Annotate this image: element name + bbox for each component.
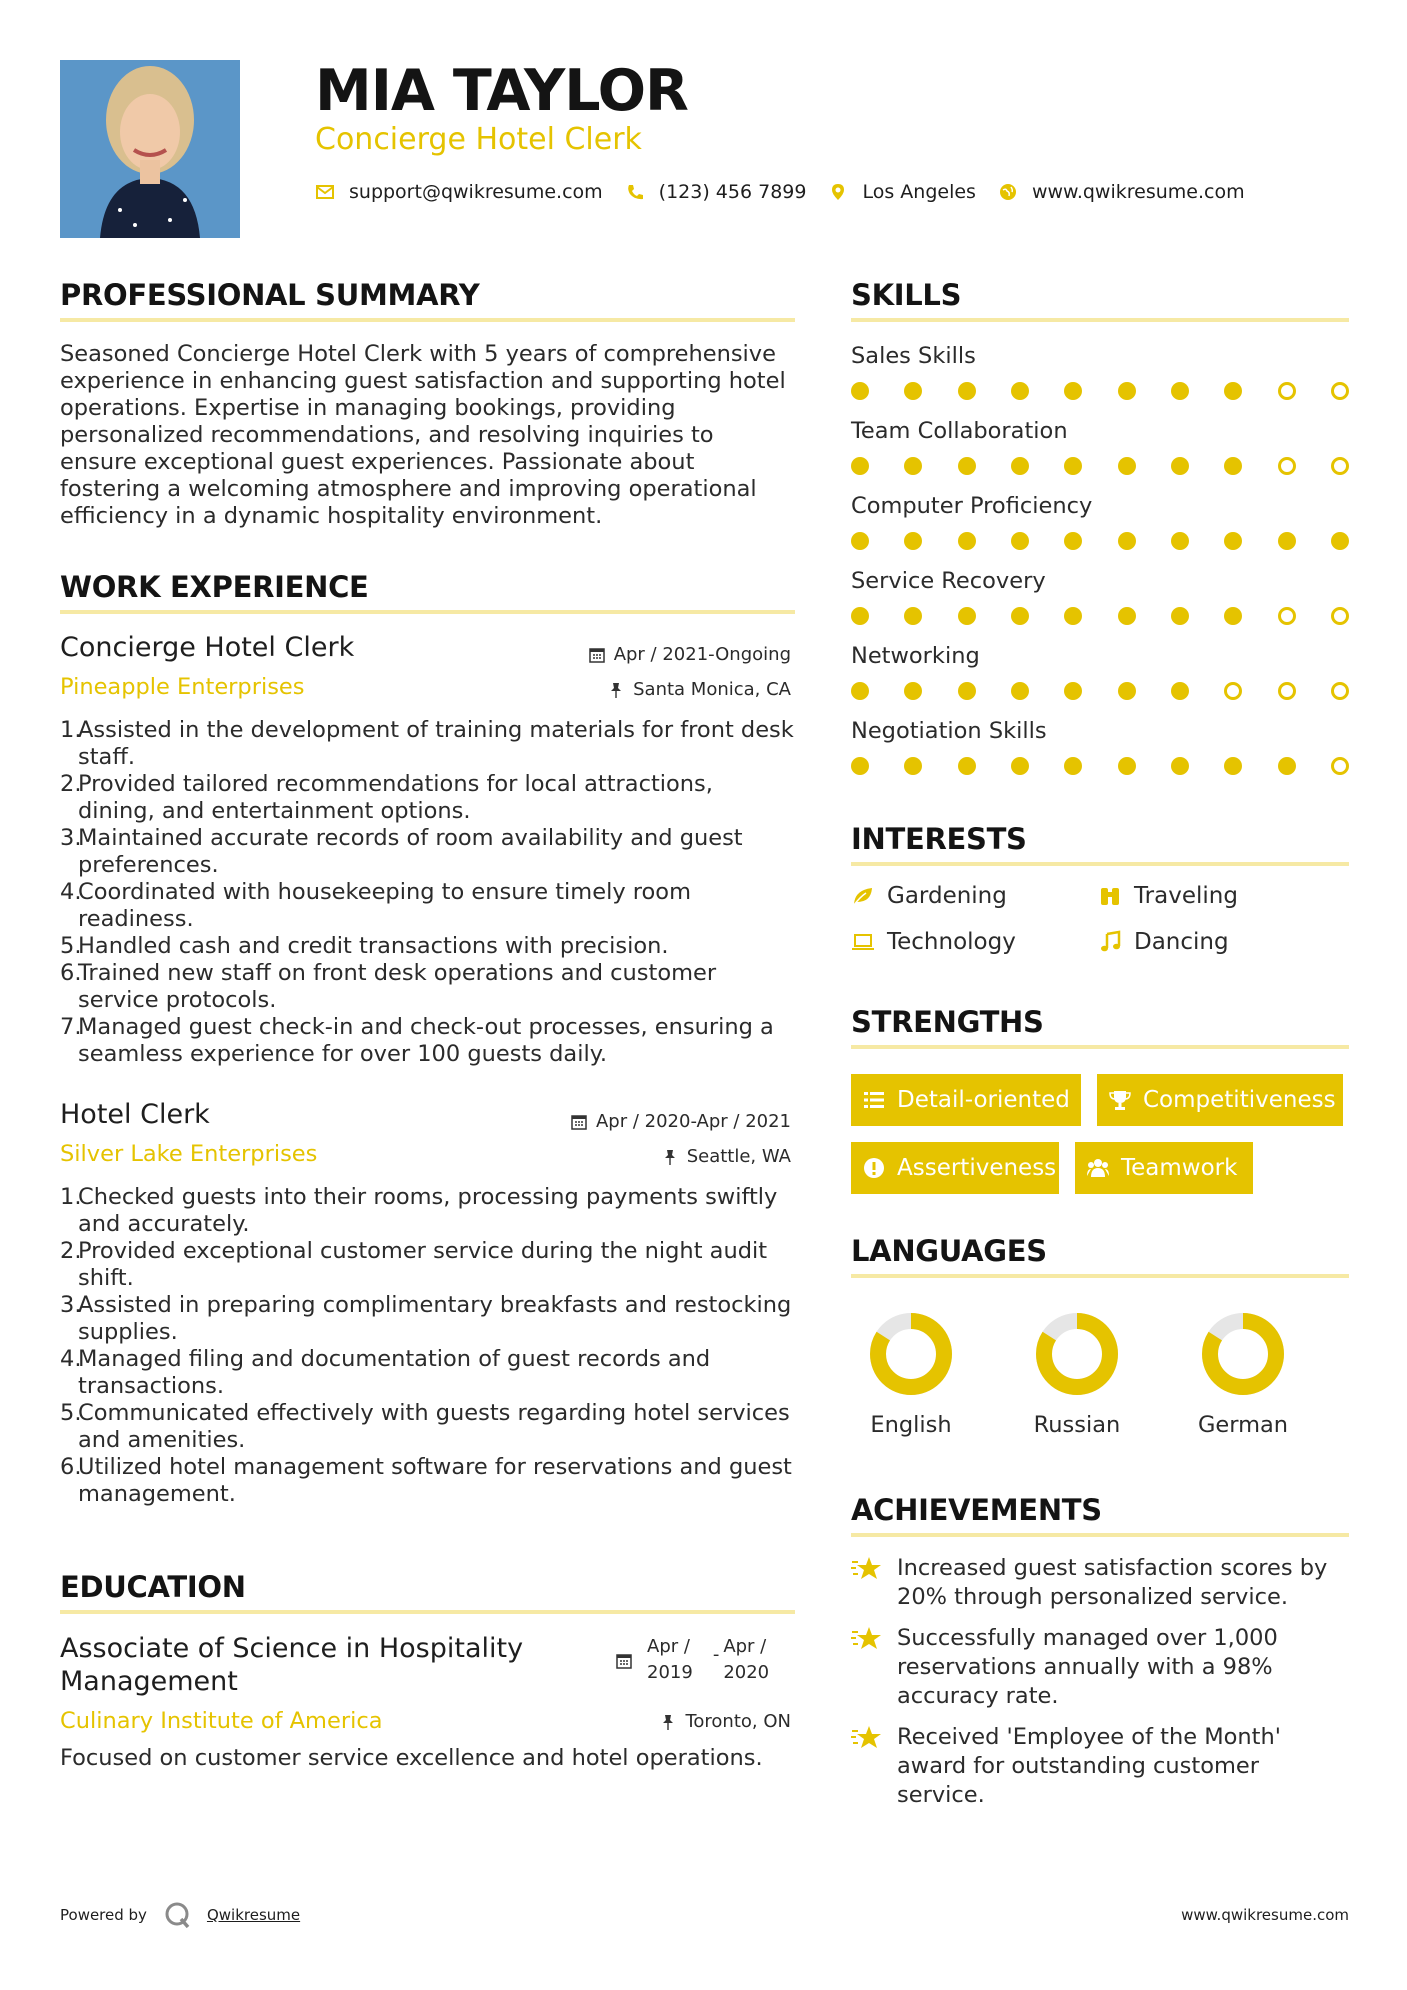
leaf-icon (851, 884, 875, 908)
summary-text: Seasoned Concierge Hotel Clerk with 5 years of comprehensive experience in enhancing guest satisfaction and supporting hotel operations. Expertise in managing bookings, providing personalized recommendations, and resolving inquiries to ensure exceptional guest experiences. Passionate about fostering a welcoming atmosphere and improving operational efficiency in a dynamic hospitality environment. (60, 341, 786, 529)
list-item: 3. Assisted in preparing complimentary breakfasts and restocking supplies. (60, 1292, 792, 1345)
skill-dot-filled (1171, 757, 1189, 775)
languages-heading: LANGUAGES (851, 1234, 1047, 1268)
strength-tag: Assertiveness (851, 1142, 1059, 1194)
experience-heading: WORK EXPERIENCE (60, 570, 369, 604)
skill-dot-filled (1224, 532, 1242, 550)
skill-dot-filled (904, 607, 922, 625)
skill-dot-filled (1064, 382, 1082, 400)
star-icon (851, 1723, 883, 1753)
language-item (1193, 1310, 1293, 1438)
language-name: German (1197, 1412, 1289, 1438)
skill-dot-filled (1118, 607, 1136, 625)
skill-dot-empty (1224, 682, 1242, 700)
skill-dot-filled (1224, 382, 1242, 400)
interest-item: Gardening (851, 883, 1007, 909)
star-icon (851, 1624, 883, 1654)
skill-dot-empty (1331, 457, 1349, 475)
skill-dot-filled (1011, 757, 1029, 775)
skill-dot-filled (1011, 382, 1029, 400)
calendar-icon (570, 1113, 588, 1131)
education-description: Focused on customer service excellence and hotel operations. (60, 1745, 763, 1771)
skill-dot-filled (1171, 457, 1189, 475)
summary-heading: PROFESSIONAL SUMMARY (60, 278, 480, 312)
skill-dot-filled (1118, 682, 1136, 700)
job-title: Hotel Clerk (60, 1099, 210, 1130)
job-location-text: Santa Monica, CA (633, 679, 791, 700)
skill-rating (851, 757, 1349, 775)
skill-rating (851, 457, 1349, 475)
skill-dot-filled (1224, 757, 1242, 775)
website-text: www.qwikresume.com (1031, 181, 1245, 203)
language-name: English (870, 1412, 952, 1438)
skill-dot-filled (1171, 382, 1189, 400)
strength-tag: Competitiveness (1097, 1074, 1343, 1126)
list-icon (863, 1089, 885, 1111)
footer-powered-by (60, 1900, 300, 1930)
job-bullets (60, 717, 795, 1068)
binoculars-icon (1098, 884, 1122, 908)
phone-icon (625, 182, 645, 202)
skill-dot-filled (1118, 757, 1136, 775)
calendar-icon (615, 1652, 633, 1670)
list-item: 2. Provided tailored recommendations for local attractions, dining, and entertainment options. (60, 771, 713, 824)
skill-dot-filled (851, 607, 869, 625)
phone-text: (123) 456 7899 (658, 181, 807, 203)
skill-dot-filled (1064, 757, 1082, 775)
achievement-item: Received 'Employee of the Month' award for outstanding customer service. (851, 1723, 1351, 1810)
job-date (588, 644, 791, 665)
education-divider (60, 1610, 795, 1614)
globe-icon (998, 182, 1018, 202)
end-date: Apr / 2020 (723, 1636, 770, 1683)
skill-dot-filled (1064, 607, 1082, 625)
skill-dot-filled (1118, 532, 1136, 550)
skill-name: Negotiation Skills (851, 718, 1047, 744)
skill-dot-filled (851, 682, 869, 700)
candidate-name: MIA TAYLOR (315, 58, 688, 124)
skill-dot-filled (851, 457, 869, 475)
list-item: 5. Communicated effectively with guests regarding hotel services and amenities. (60, 1400, 790, 1453)
achievement-item: Increased guest satisfaction scores by 20% through personalized service. (851, 1554, 1351, 1612)
skill-dot-filled (1011, 532, 1029, 550)
job-date (570, 1111, 791, 1132)
strength-tag: Detail-oriented (851, 1074, 1081, 1126)
start-date: Apr / 2019 (647, 1636, 693, 1683)
location-text: Los Angeles (862, 181, 976, 203)
list-item: 3. Maintained accurate records of room availability and guest preferences. (60, 825, 743, 878)
skill-dot-empty (1331, 757, 1349, 775)
skills-heading: SKILLS (851, 278, 962, 312)
exclamation-icon (863, 1157, 885, 1179)
job-company: Pineapple Enterprises (60, 674, 305, 700)
skill-dot-filled (1171, 607, 1189, 625)
skill-dot-filled (904, 382, 922, 400)
powered-by-text: Powered by (60, 1906, 147, 1924)
skill-dot-filled (1278, 532, 1296, 550)
skill-dot-filled (958, 382, 976, 400)
education-location (659, 1711, 791, 1732)
skill-dot-filled (1011, 457, 1029, 475)
pin-icon (659, 1713, 677, 1731)
contact-website[interactable] (998, 181, 1245, 203)
skill-name: Service Recovery (851, 568, 1046, 594)
star-icon (851, 1554, 883, 1584)
skill-dot-filled (904, 532, 922, 550)
skill-dot-filled (904, 682, 922, 700)
trophy-icon (1109, 1089, 1131, 1111)
skill-dot-filled (1171, 682, 1189, 700)
skill-dot-filled (1118, 457, 1136, 475)
skill-dot-empty (1278, 682, 1296, 700)
profile-photo (60, 60, 240, 238)
date-separator: - (712, 1644, 720, 1665)
contact-phone[interactable] (625, 181, 807, 203)
job-title: Concierge Hotel Clerk (60, 632, 355, 663)
email-text: support@qwikresume.com (349, 181, 603, 203)
qwikresume-logo-icon (163, 1900, 193, 1930)
list-item: 7. Managed guest check-in and check-out processes, ensuring a seamless experience for over 100 guests daily. (60, 1014, 774, 1067)
skill-dot-empty (1331, 607, 1349, 625)
job-location (661, 1146, 791, 1167)
skill-dot-empty (1278, 382, 1296, 400)
skill-dot-filled (958, 757, 976, 775)
list-item: 4. Coordinated with housekeeping to ensure timely room readiness. (60, 879, 691, 932)
skill-dot-filled (1064, 457, 1082, 475)
calendar-icon (588, 646, 606, 664)
language-item (861, 1310, 961, 1438)
achievement-item: Successfully managed over 1,000 reservations annually with a 98% accuracy rate. (851, 1624, 1351, 1711)
skill-dot-filled (904, 457, 922, 475)
laptop-icon (851, 930, 875, 954)
skill-dot-filled (1224, 607, 1242, 625)
skill-name: Computer Proficiency (851, 493, 1093, 519)
language-donut (1199, 1310, 1287, 1398)
skill-name: Networking (851, 643, 980, 669)
job-company: Silver Lake Enterprises (60, 1141, 318, 1167)
education-date (615, 1634, 769, 1686)
job-location (607, 679, 791, 700)
envelope-icon (315, 182, 335, 202)
job-location-text: Seattle, WA (686, 1146, 791, 1167)
job-date-text: Apr / 2021-Ongoing (613, 644, 791, 665)
language-item (1027, 1310, 1127, 1438)
skill-dot-filled (851, 532, 869, 550)
skill-dot-filled (851, 757, 869, 775)
pin-icon (607, 681, 625, 699)
skill-name: Sales Skills (851, 343, 976, 369)
list-item: 6. Utilized hotel management software for reservations and guest management. (60, 1454, 792, 1507)
skill-dot-empty (1278, 457, 1296, 475)
strength-tag: Teamwork (1075, 1142, 1253, 1194)
skill-name: Team Collaboration (851, 418, 1068, 444)
strengths-heading: STRENGTHS (851, 1005, 1044, 1039)
languages-divider (851, 1274, 1349, 1278)
skill-dot-filled (958, 607, 976, 625)
skill-dot-filled (1278, 757, 1296, 775)
achievements-divider (851, 1533, 1349, 1537)
list-item: 1. Checked guests into their rooms, processing payments swiftly and accurately. (60, 1184, 778, 1237)
skill-dot-empty (1278, 607, 1296, 625)
skill-rating (851, 607, 1349, 625)
degree-title: Associate of Science in Hospitality Management (60, 1633, 524, 1697)
skill-dot-filled (1011, 607, 1029, 625)
contact-email[interactable] (315, 181, 603, 203)
skill-dot-empty (1331, 382, 1349, 400)
list-item: 4. Managed filing and documentation of guest records and transactions. (60, 1346, 711, 1399)
skill-dot-filled (1064, 682, 1082, 700)
contact-location (828, 181, 975, 203)
language-name: Russian (1033, 1412, 1121, 1438)
skill-dot-filled (1064, 532, 1082, 550)
map-marker-icon (828, 182, 848, 202)
users-icon (1087, 1157, 1109, 1179)
achievements-heading: ACHIEVEMENTS (851, 1493, 1102, 1527)
list-item: 1. Assisted in the development of training materials for front desk staff. (60, 717, 794, 770)
qwikresume-link[interactable]: Qwikresume (206, 1906, 301, 1924)
language-donut (1033, 1310, 1121, 1398)
list-item: 5. Handled cash and credit transactions with precision. (60, 933, 669, 959)
skill-dot-filled (1224, 457, 1242, 475)
skill-dot-filled (851, 382, 869, 400)
job-bullets (60, 1184, 795, 1508)
education-heading: EDUCATION (60, 1570, 246, 1604)
strengths-divider (851, 1045, 1349, 1049)
experience-divider (60, 610, 795, 614)
candidate-role: Concierge Hotel Clerk (315, 122, 642, 157)
skill-dot-filled (958, 532, 976, 550)
footer-website[interactable]: www.qwikresume.com (1181, 1906, 1349, 1924)
pin-icon (661, 1148, 679, 1166)
interest-item: Dancing (1098, 929, 1229, 955)
interests-heading: INTERESTS (851, 822, 1027, 856)
skill-dot-filled (958, 457, 976, 475)
skill-dot-filled (904, 757, 922, 775)
interest-item: Technology (851, 929, 1016, 955)
skill-dot-empty (1331, 682, 1349, 700)
skills-divider (851, 318, 1349, 322)
job-date-text: Apr / 2020-Apr / 2021 (595, 1111, 791, 1132)
skill-dot-filled (1331, 532, 1349, 550)
music-icon (1098, 930, 1122, 954)
skill-rating (851, 532, 1349, 550)
skill-rating (851, 682, 1349, 700)
skill-dot-filled (1118, 382, 1136, 400)
list-item: 2. Provided exceptional customer service during the night audit shift. (60, 1238, 768, 1291)
language-donut (867, 1310, 955, 1398)
skill-dot-filled (1011, 682, 1029, 700)
skill-rating (851, 382, 1349, 400)
summary-divider (60, 318, 795, 322)
interest-item: Traveling (1098, 883, 1238, 909)
education-location-text: Toronto, ON (685, 1711, 791, 1732)
contact-bar (315, 180, 1267, 204)
interests-divider (851, 862, 1349, 866)
list-item: 6. Trained new staff on front desk operations and customer service protocols. (60, 960, 717, 1013)
skill-dot-filled (1171, 532, 1189, 550)
school-name: Culinary Institute of America (60, 1708, 383, 1734)
skill-dot-filled (958, 682, 976, 700)
